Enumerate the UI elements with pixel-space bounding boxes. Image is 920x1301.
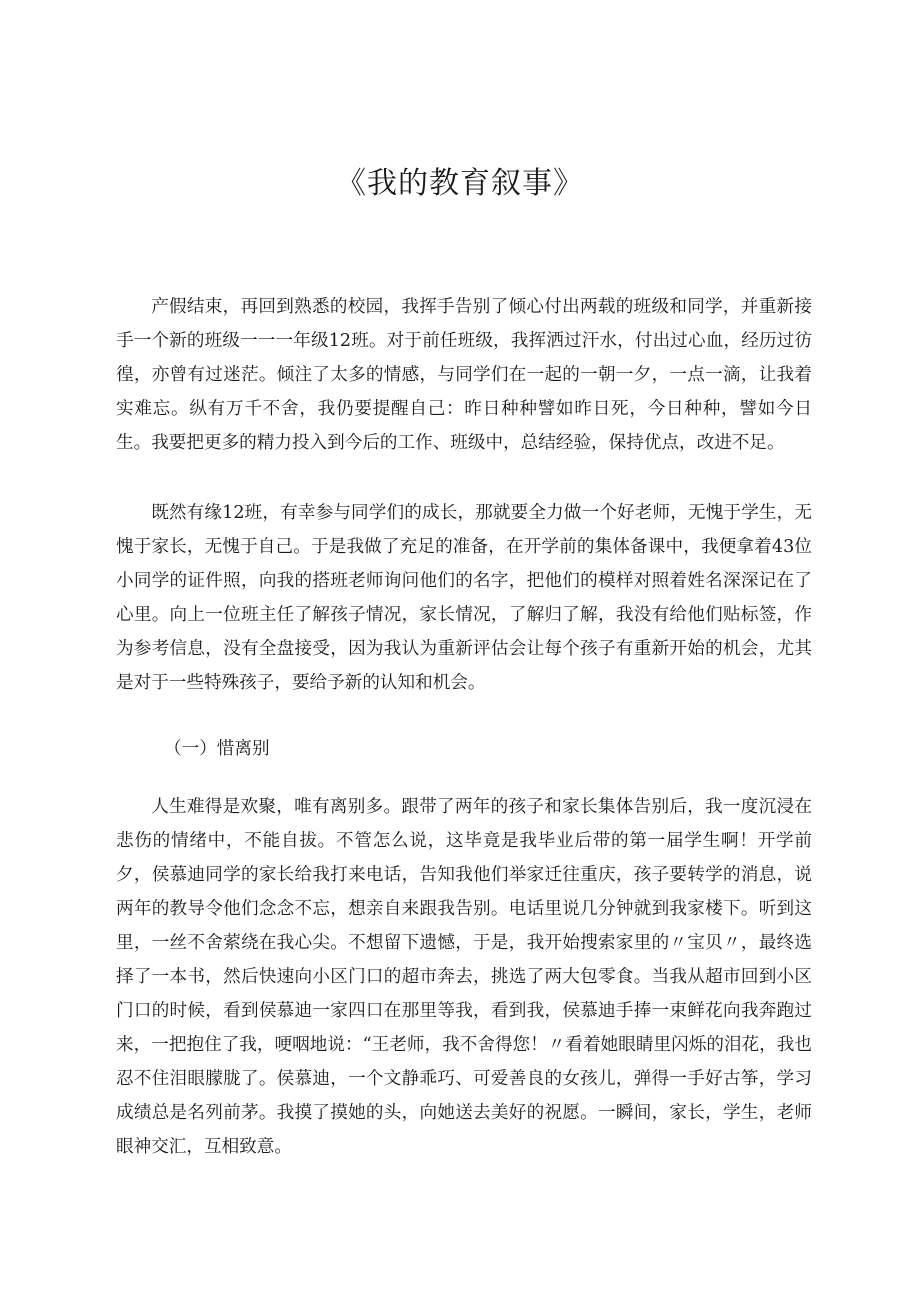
paragraph-intro: 产假结束，再回到熟悉的校园，我挥手告别了倾心付出两载的班级和同学，并重新接手一个新的班级一一一年级12班。对于前任班级，我挥洒过汗水，付出过心血，经历过彷徨，亦曾有过迷茫。倾注了太多的情感，与同学们在一起的一朝一夕，一点一滴，让我着实难忘。纵有万千不舍，我仍要提醒自己：昨日种种譬如昨日死，今日种种，譬如今日生。我要把更多的精力投入到今后的工作、班级中，总结经验，保持优点，改进不足。 <box>116 297 812 453</box>
paragraph-new-class: 既然有缘12班，有幸参与同学们的成长，那就要全力做一个好老师，无愧于学生，无愧于家长，无愧于自己。于是我做了充足的准备，在开学前的集体备课中，我便拿着43位小同学的证件照，向我的搭班老师询问他们的名字，把他们的模样对照着姓名深深记在了心里。向上一位班主任了解孩子情况，家长情况，了解归了解，我没有给他们贴标签，作为参考信息，没有全盘接受，因为我认为重新评估会让每个孩子有重新开始的机会，尤其是对于一些特殊孩子，要给予新的认知和机会。 <box>116 503 812 693</box>
document-title: 《我的教育叙事》 <box>336 166 584 201</box>
paragraph-farewell: 人生难得是欢聚，唯有离别多。跟带了两年的孩子和家长集体告别后，我一度沉浸在悲伤的情绪中，不能自拔。不管怎么说，这毕竟是我毕业后带的第一届学生啊！开学前夕，侯慕迪同学的家长给我打来电话，告知我他们举家迁往重庆，孩子要转学的消息，说两年的教导令他们念念不忘，想亲自来跟我告别。电话里说几分钟就到我家楼下。听到这里，一丝不舍萦绕在我心尖。不想留下遗憾，于是，我开始搜索家里的〃宝贝〃，最终选择了一本书，然后快速向小区门口的超市奔去，挑选了两大包零食。当我从超市回到小区门口的时候，看到侯慕迪一家四口在那里等我，看到我，侯慕迪手捧一束鲜花向我奔跑过来，一把抱住了我，哽咽地说：“王老师，我不舍得您！〃看着她眼睛里闪烁的泪花，我也忍不住泪眼朦胧了。侯慕迪，一个文静乖巧、可爱善良的女孩儿，弹得一手好古筝，学习成绩总是名列前茅。我摸了摸她的头，向她送去美好的祝愿。一瞬间，家长，学生，老师眼神交汇，互相致意。 <box>116 797 812 1157</box>
section-heading: （一）惜离别 <box>164 739 270 759</box>
